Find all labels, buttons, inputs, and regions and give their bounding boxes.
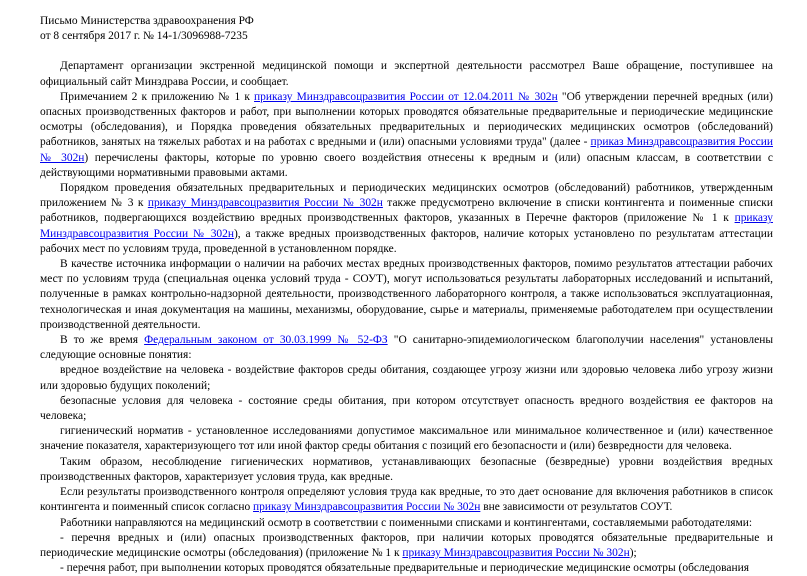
- order-302n-link[interactable]: приказу Минздравсоцразвития России от 12.04.2011 № 302н: [254, 90, 558, 103]
- title-line-1: Письмо Министерства здравоохранения РФ: [40, 15, 254, 27]
- document-body: [40, 14, 773, 576]
- document-title: [40, 14, 773, 44]
- paragraph-9: Таким образом, несоблюдение гигиенических нормативов, устанавливающих безопасные (безвредные) уровни воздействия вредных производственных факторов, характеризует условия труда, как вредные.: [40, 455, 773, 483]
- paragraph-3: Порядком проведения обязательных предварительных и периодических медицинских осмотров (обследований) работников, утвержденным приложением № 3 к приказу Минздравсоцразвития России № 302н также предусмотрено включение в списки контингента и поименные списки работников, подвергающихся воздействию вредных производственных факторов, указанных в Перечне факторов (приложение № 1 к приказу Минздравсоцразвития России № 302н), а также вредных производственных факторов, наличие которых установлено по результатам аттестации рабочих мест по условиям труда, проведенной в установленном порядке.: [40, 182, 773, 255]
- paragraph-13: - перечня работ, при выполнении которых проводятся обязательные предварительные и периодические медицинские осмотры (обследования: [60, 562, 749, 575]
- paragraph-6: вредное воздействие на человека - воздействие факторов среды обитания, создающее угрозу жизни или здоровью человека либо угрозу жизни или здоровью будущих поколений;: [40, 364, 773, 392]
- federal-law-52fz-link[interactable]: Федеральным законом от 30.03.1999 № 52-ФЗ: [144, 334, 388, 347]
- order-302n-short-link[interactable]: приказ Минздравсоцразвития России № 302н: [40, 136, 773, 164]
- paragraph-11: Работники направляются на медицинский осмотр в соответствии с поименными списками и контингентами, составляемыми работодателями:: [60, 516, 753, 529]
- paragraph-8: гигиенический норматив - установленное исследованиями допустимое максимальное или минимальное количественное и (или) качественное значение показателя, характеризующего тот или иной фактор среды обитания с позиций его безопасности и (или) безвредности для человека.: [40, 425, 773, 453]
- paragraph-7: безопасные условия для человека - состояние среды обитания, при котором отсутствует опасность вредного воздействия ее факторов на человека;: [40, 394, 773, 423]
- title-spacer: [40, 44, 773, 59]
- paragraph-1: Департамент организации экстренной медицинской помощи и экспертной деятельности рассмотрел Ваше обращение, поступившее на официальный сайт Минздрава России, и сообщает.: [40, 60, 773, 88]
- order-302n-link-3[interactable]: приказу Минздравсоцразвития России № 302н: [40, 212, 773, 240]
- title-line-2: от 8 сентября 2017 г. № 14-1/3096988-7235: [40, 30, 248, 43]
- paragraph-4: В качестве источника информации о наличии на рабочих местах вредных производственных факторов, помимо результатов аттестации рабочих мест по условиям труда (специальная оценка условий труда - СОУТ), могут использоваться результаты лабораторных исследований и испытаний, полученные в рамках контрольно-надзорной деятельности, производственного лабораторного контроля, а также использоваться эксплуатационная, технологическая и иная документация на машины, механизмы, оборудование, сырье и материалы, применяемые работодателем при осуществлении производственной деятельности.: [40, 258, 773, 331]
- order-302n-link-5[interactable]: приказу Минздравсоцразвития России № 302н: [402, 546, 630, 559]
- paragraph-12: - перечня вредных и (или) опасных производственных факторов, при наличии которых проводятся обязательные предварительные и периодические медицинские осмотры (обследования) (приложение № 1 к приказу Минздравсоцразвития России № 302н);: [40, 531, 773, 559]
- paragraph-2: Примечанием 2 к приложению № 1 к приказу Минздравсоцразвития России от 12.04.2011 № 302н "Об утверждении перечней вредных (или) опасных производственных факторов и работ, при выполнении которых проводятся обязательные предварительные и периодические медицинские осмотры (обследования), и Порядка проведения обязательных предварительных и периодических медицинских осмотров (обследований) работников, занятых на тяжелых работах и на работах с вредными и (или) опасными условиями труда" (далее - приказ Минздравсоцразвития России № 302н) перечислены факторы, которые по уровню своего воздействия отнесены к вредным и (или) опасным классам, в соответствии с действующими нормативными правовыми актами.: [40, 90, 773, 179]
- paragraph-5: В то же время Федеральным законом от 30.03.1999 № 52-ФЗ "О санитарно-эпидемиологическом благополучии населения" установлены следующие основные понятия:: [40, 334, 774, 362]
- order-302n-link-2[interactable]: приказу Минздравсоцразвития России № 302н: [147, 197, 383, 210]
- order-302n-link-4[interactable]: приказу Минздравсоцразвития России № 302н: [253, 501, 481, 514]
- paragraph-10: Если результаты производственного контроля определяют условия труда как вредные, то это дает основание для включения работников в список контингента и поименный список согласно приказу Минздравсоцразвития России № 302н вне зависимости от результатов СОУТ.: [40, 486, 773, 514]
